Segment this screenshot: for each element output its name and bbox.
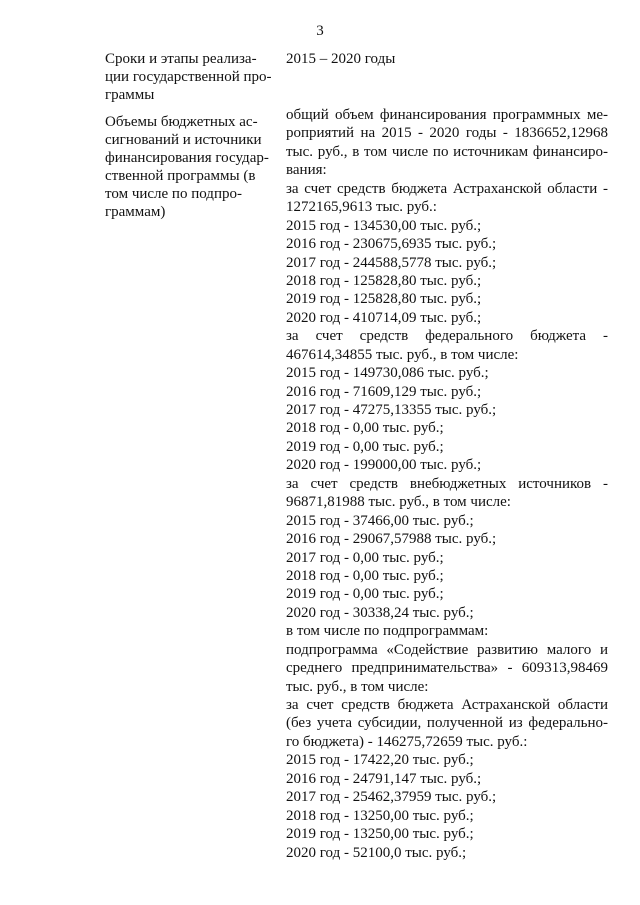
page-number: 3 <box>316 23 324 39</box>
funding-line: (без учета субсидии, полученной из федерально- <box>286 715 608 732</box>
funding-line: в том числе по подпрограммам: <box>286 623 489 640</box>
budget-label <box>105 113 275 221</box>
funding-line: подпрограмма «Содействие развитию малого и <box>286 641 608 658</box>
funding-line: го бюджета) - 146275,72659 тыс. руб.: <box>286 733 528 750</box>
funding-line: 2019 год - 125828,80 тыс. руб.; <box>286 291 482 308</box>
period-value: 2015 – 2020 годы <box>286 51 396 67</box>
funding-line: 2019 год - 0,00 тыс. руб.; <box>286 438 444 455</box>
period-label-line: граммы <box>105 87 155 103</box>
funding-line: общий объем финансирования программных ме- <box>286 107 608 123</box>
funding-line: 2017 год - 244588,5778 тыс. руб.; <box>286 254 497 271</box>
funding-line: за счет средств внебюджетных источников - <box>286 475 608 492</box>
budget-label-line: сигнований и источники <box>105 132 262 148</box>
funding-line: 1272165,9613 тыс. руб.: <box>286 199 437 216</box>
funding-line: 2015 год - 134530,00 тыс. руб.; <box>286 217 482 234</box>
funding-line: 2017 год - 47275,13355 тыс. руб.; <box>286 402 497 418</box>
budget-label-line: Объемы бюджетных ас- <box>105 114 258 130</box>
period-label-line: ции государственной про- <box>105 69 272 85</box>
funding-line: 2020 год - 52100,0 тыс. руб.; <box>286 844 467 861</box>
funding-line: 2016 год - 230675,6935 тыс. руб.; <box>286 236 497 253</box>
funding-line: 96871,81988 тыс. руб., в том числе: <box>286 494 511 511</box>
funding-line: 2015 год - 149730,086 тыс. руб.; <box>286 365 489 382</box>
budget-label-line: том числе по подпро- <box>105 186 242 202</box>
funding-line: 2016 год - 24791,147 тыс. руб.; <box>286 770 482 787</box>
funding-line: 2015 год - 17422,20 тыс. руб.; <box>286 752 474 769</box>
funding-line: 467614,34855 тыс. руб., в том числе: <box>286 346 519 363</box>
funding-line: 2018 год - 13250,00 тыс. руб.; <box>286 807 474 824</box>
funding-line: 2018 год - 125828,80 тыс. руб.; <box>286 272 482 289</box>
period-label <box>105 50 275 104</box>
funding-line: 2020 год - 30338,24 тыс. руб.; <box>286 604 474 621</box>
funding-line: за счет средств бюджета Астраханской области - <box>286 180 608 197</box>
budget-label-line: финансирования государ- <box>105 150 269 166</box>
funding-line: за счет средств федерального бюджета - <box>286 328 608 345</box>
funding-line: среднего предпринимательства» - 609313,98469 <box>286 660 608 677</box>
funding-line: 2017 год - 25462,37959 тыс. руб.; <box>286 789 497 806</box>
funding-line: тыс. руб., в том числе по источникам финансиро- <box>286 143 608 160</box>
budget-funding-details <box>286 106 608 862</box>
funding-line: 2019 год - 13250,00 тыс. руб.; <box>286 826 474 843</box>
funding-line: за счет средств бюджета Астраханской области <box>286 697 608 713</box>
budget-label-line: граммам) <box>105 204 166 220</box>
funding-line: 2016 год - 29067,57988 тыс. руб.; <box>286 531 497 548</box>
funding-line: 2017 год - 0,00 тыс. руб.; <box>286 549 444 566</box>
budget-label-line: ственной программы (в <box>105 168 256 184</box>
funding-line: 2018 год - 0,00 тыс. руб.; <box>286 420 444 437</box>
funding-line: 2016 год - 71609,129 тыс. руб.; <box>286 383 482 400</box>
funding-line: вания: <box>286 162 327 179</box>
period-label-line: Сроки и этапы реализа- <box>105 51 257 67</box>
funding-line: роприятий на 2015 - 2020 годы - 1836652,12968 <box>286 125 608 142</box>
funding-line: тыс. руб., в том числе: <box>286 678 429 695</box>
funding-line: 2020 год - 410714,09 тыс. руб.; <box>286 309 482 326</box>
funding-line: 2019 год - 0,00 тыс. руб.; <box>286 586 444 603</box>
funding-line: 2015 год - 37466,00 тыс. руб.; <box>286 512 474 529</box>
funding-line: 2020 год - 199000,00 тыс. руб.; <box>286 457 482 474</box>
funding-line: 2018 год - 0,00 тыс. руб.; <box>286 567 444 584</box>
